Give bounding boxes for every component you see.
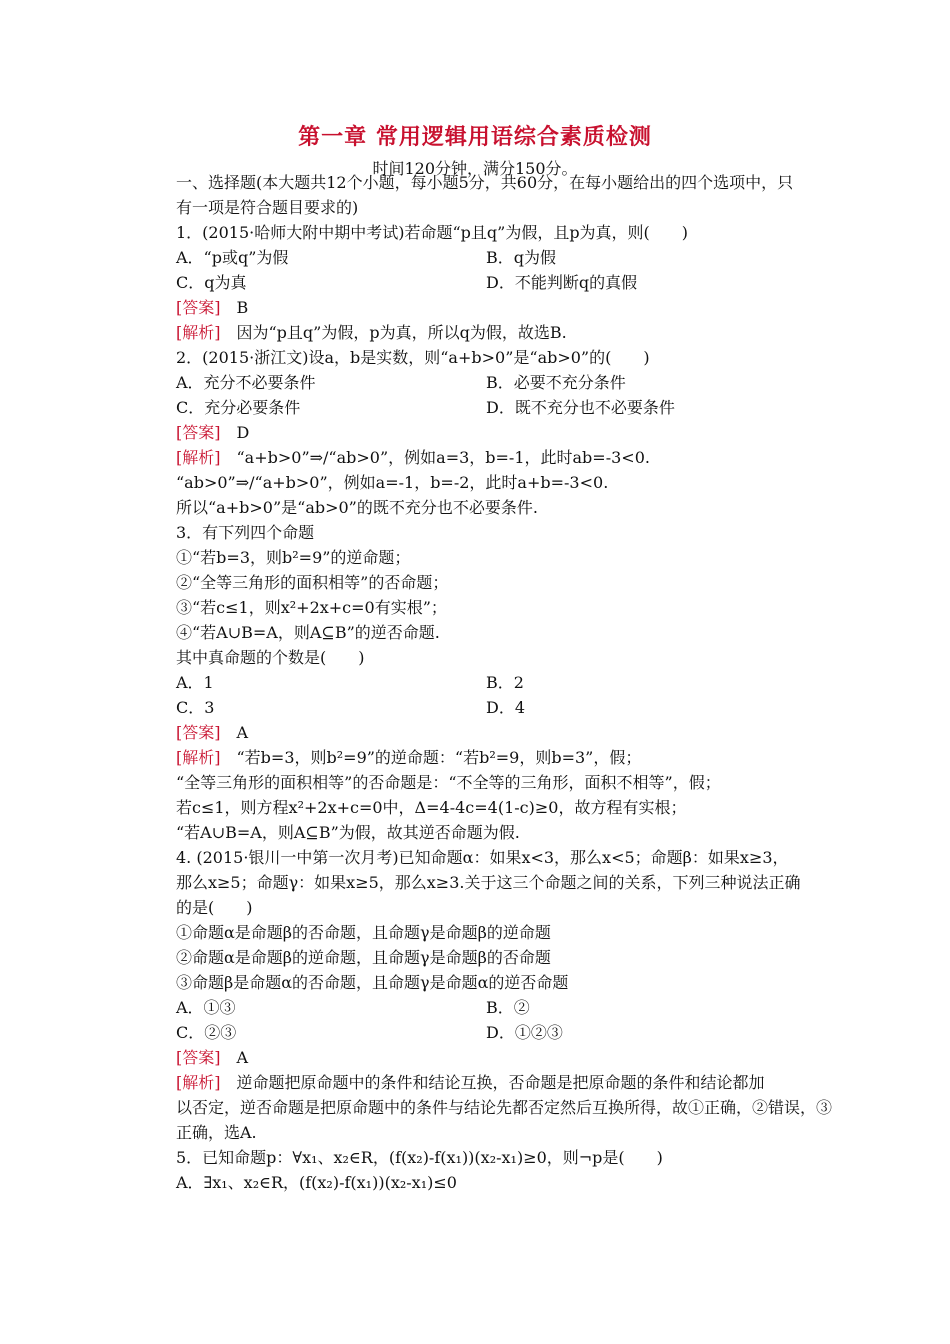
text-line — [486, 373, 626, 393]
text-line — [176, 1098, 832, 1118]
text-line — [176, 1048, 248, 1068]
text-line — [176, 773, 721, 793]
line-text: “ab>0”⇒/“a+b>0”，例如a=-1，b=-2，此时a+b=-3<0. — [176, 473, 609, 492]
line-text: B．必要不充分条件 — [486, 373, 626, 392]
answer-tag: [答案] — [176, 298, 221, 317]
text-line — [176, 973, 568, 993]
line-text: ②“全等三角形的面积相等”的否命题； — [176, 573, 449, 592]
answer-tag: [解析] — [176, 1073, 221, 1092]
line-text: ③命题β是命题α的否命题，且命题γ是命题α的逆否命题 — [176, 973, 569, 992]
answer-tag: [答案] — [176, 723, 221, 742]
answer-tag: [解析] — [176, 323, 221, 342]
text-line — [176, 398, 300, 418]
line-text: B — [220, 298, 249, 317]
text-line — [486, 698, 525, 718]
text-line — [176, 798, 686, 818]
line-text: 那么x≥5；命题γ：如果x≥5，那么x≥3.关于这三个命题之间的关系，下列三种说法正确 — [176, 873, 801, 892]
line-text: “全等三角形的面积相等”的否命题是：“不全等的三角形，面积不相等”，假； — [176, 773, 721, 792]
text-line — [176, 823, 520, 843]
text-line — [486, 273, 637, 293]
answer-tag: [解析] — [176, 748, 221, 767]
text-line — [176, 423, 249, 443]
text-line — [176, 898, 253, 918]
line-text: 若c≤1，则方程x²+2x+c=0中，Δ=4-4c=4(1-c)≥0，故方程有实根； — [176, 798, 687, 817]
line-text: A — [220, 723, 249, 742]
text-line — [486, 1023, 563, 1043]
answer-tag: [答案] — [176, 423, 221, 442]
line-text: 1．(2015·哈师大附中期中考试)若命题“p且q”为假，且p为真，则( ) — [176, 223, 689, 242]
line-text: D — [220, 423, 250, 442]
line-text: 5．已知命题p：∀x₁、x₂∈R，(f(x₂)-f(x₁))(x₂-x₁)≥0，则¬p是( ) — [176, 1148, 663, 1167]
text-line — [176, 998, 236, 1018]
line-text: “a+b>0”⇒/“ab>0”，例如a=3，b=-1，此时ab=-3<0. — [220, 448, 650, 467]
text-line — [176, 673, 214, 693]
line-text: D．①②③ — [486, 1023, 563, 1042]
line-text: A．①③ — [176, 998, 236, 1017]
line-text: A．∃x₁、x₂∈R，(f(x₂)-f(x₁))(x₂-x₁)≤0 — [176, 1173, 457, 1192]
line-text: B．② — [486, 998, 530, 1017]
line-text: “若A∪B=A，则A⊆B”为假，故其逆否命题为假. — [176, 823, 520, 842]
text-line — [176, 1173, 457, 1193]
line-text: D．4 — [486, 698, 526, 717]
answer-tag: [答案] — [176, 1048, 221, 1067]
line-text: B．q为假 — [486, 248, 557, 267]
text-line — [176, 373, 316, 393]
text-line — [176, 498, 538, 518]
line-text: 以否定，逆否命题是把原命题中的条件与结论先都否定然后互换所得，故①正确，②错误，③ — [176, 1098, 833, 1117]
text-line — [176, 298, 248, 318]
text-line — [176, 523, 314, 543]
text-line — [176, 598, 447, 618]
line-text: 逆命题把原命题中的条件和结论互换，否命题是把原命题的条件和结论都加 — [220, 1073, 765, 1092]
text-line — [176, 698, 214, 718]
line-text: A．充分不必要条件 — [176, 373, 316, 392]
text-line — [176, 873, 800, 893]
line-text: A．“p或q”为假 — [176, 248, 289, 267]
text-line — [176, 848, 789, 868]
text-line — [176, 473, 608, 493]
text-line — [176, 548, 410, 568]
line-text: C．q为真 — [176, 273, 247, 292]
text-line — [176, 223, 688, 243]
line-text: 其中真命题的个数是( ) — [176, 648, 365, 667]
text-line — [176, 1023, 236, 1043]
text-line — [176, 448, 650, 468]
text-line — [176, 623, 440, 643]
text-line — [176, 1123, 257, 1143]
line-text: C．充分必要条件 — [176, 398, 301, 417]
line-text: ①“若b=3，则b²=9”的逆命题； — [176, 548, 411, 567]
text-line — [176, 573, 448, 593]
line-text: B．2 — [486, 673, 524, 692]
text-line — [176, 1148, 663, 1168]
line-text: “若b=3，则b²=9”的逆命题：“若b²=9，则b=3”，假； — [220, 748, 642, 767]
line-text: 有一项是符合题目要求的) — [176, 198, 359, 217]
text-line — [176, 173, 793, 193]
line-text: A — [220, 1048, 249, 1067]
document-title: 第一章 常用逻辑用语综合素质检测 — [298, 124, 652, 150]
line-text: 4. (2015·银川一中第一次月考)已知命题α：如果x<3，那么x<5；命题β：如果x≥3， — [176, 848, 789, 867]
text-line — [176, 348, 650, 368]
line-text: D．不能判断q的真假 — [486, 273, 638, 292]
line-text: 的是( ) — [176, 898, 253, 917]
line-text: 所以“a+b>0”是“ab>0”的既不充分也不必要条件. — [176, 498, 538, 517]
text-line — [486, 248, 556, 268]
answer-tag: [解析] — [176, 448, 221, 467]
line-text: ①命题α是命题β的否命题，且命题γ是命题β的逆命题 — [176, 923, 551, 942]
text-line — [176, 248, 288, 268]
line-text: ③“若c≤1，则x²+2x+c=0有实根”； — [176, 598, 447, 617]
line-text: D．既不充分也不必要条件 — [486, 398, 675, 417]
text-line — [486, 998, 530, 1018]
line-text: 因为“p且q”为假，p为真，所以q为假，故选B. — [220, 323, 567, 342]
text-line — [176, 648, 365, 668]
line-text: 2．(2015·浙江文)设a，b是实数，则“a+b>0”是“ab>0”的( ) — [176, 348, 650, 367]
line-text: 正确，选A. — [176, 1123, 257, 1142]
line-text: C．②③ — [176, 1023, 237, 1042]
line-text: A．1 — [176, 673, 214, 692]
text-line — [486, 398, 675, 418]
line-text: C．3 — [176, 698, 215, 717]
line-text: ②命题α是命题β的逆命题，且命题γ是命题β的否命题 — [176, 948, 551, 967]
line-text: 3．有下列四个命题 — [176, 523, 315, 542]
text-line — [176, 273, 247, 293]
document-subtitle: 时间120分钟，满分150分。 — [372, 159, 578, 178]
text-line — [486, 673, 524, 693]
text-line — [176, 948, 551, 968]
text-line — [176, 323, 567, 343]
text-line — [176, 198, 358, 218]
text-line — [176, 748, 641, 768]
text-line — [176, 1073, 765, 1093]
text-line — [176, 923, 551, 943]
text-line — [176, 723, 248, 743]
line-text: 一、选择题(本大题共12个小题，每小题5分，共60分，在每小题给出的四个选项中，只 — [176, 173, 794, 192]
line-text: ④“若A∪B=A，则A⊆B”的逆否命题. — [176, 623, 440, 642]
